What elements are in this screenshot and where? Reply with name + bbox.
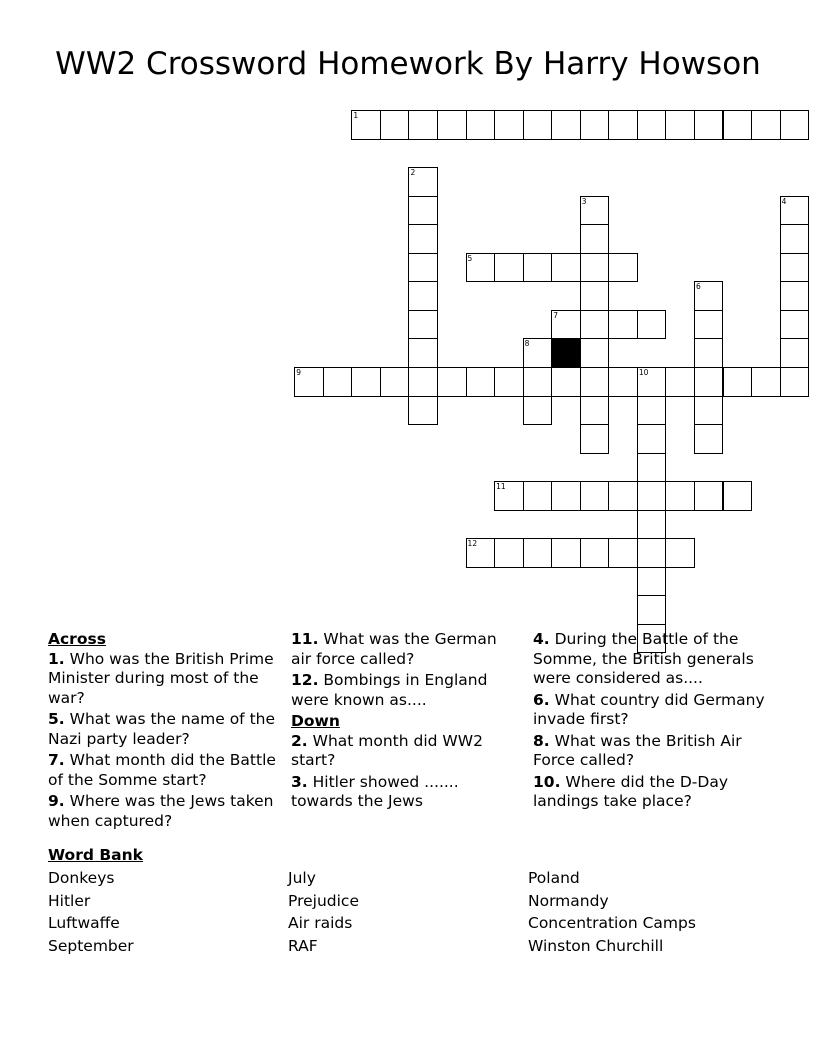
grid-cell[interactable]: [551, 253, 581, 283]
grid-cell[interactable]: [437, 367, 467, 397]
clues-column-2: [291, 630, 521, 814]
word-bank-item: Prejudice: [288, 891, 359, 910]
word-bank-item: Hitler: [48, 891, 91, 910]
clue-across-7: 7. What month did the Battle of the Somme start?: [48, 751, 276, 789]
grid-cell[interactable]: [637, 481, 667, 511]
grid-cell[interactable]: [665, 481, 695, 511]
grid-cell[interactable]: [523, 538, 553, 568]
grid-cell[interactable]: [637, 453, 667, 483]
word-bank-item: September: [48, 936, 134, 955]
grid-cell[interactable]: [408, 224, 438, 254]
grid-cell[interactable]: [580, 481, 610, 511]
grid-cell[interactable]: [408, 110, 438, 140]
grid-cell[interactable]: [637, 510, 667, 540]
word-bank-item: Concentration Camps: [528, 914, 696, 932]
word-bank-item: Air raids: [288, 914, 353, 932]
grid-cell[interactable]: [580, 367, 610, 397]
grid-cell[interactable]: [523, 481, 553, 511]
clue-number: 2: [410, 168, 416, 178]
clue-across-11: 11. What was the German air force called?: [291, 630, 497, 668]
clue-down-8: 8. What was the British Air Force called?: [533, 731, 742, 769]
clue-across-5: 5. What was the name of the Nazi party leader?: [48, 710, 276, 748]
grid-cell[interactable]: [580, 424, 610, 454]
grid-cell[interactable]: [580, 538, 610, 568]
grid-cell[interactable]: [608, 110, 638, 140]
grid-cell[interactable]: [780, 367, 810, 397]
grid-cell[interactable]: [408, 253, 438, 283]
grid-cell[interactable]: [637, 567, 667, 597]
clue-number: 9: [296, 368, 302, 377]
grid-cell[interactable]: [780, 338, 810, 368]
grid-cell[interactable]: [665, 367, 695, 397]
word-bank-column-2: [288, 867, 359, 957]
grid-cell[interactable]: [408, 310, 438, 340]
word-bank-item: Luftwaffe: [48, 914, 120, 932]
grid-cell[interactable]: [637, 538, 667, 568]
grid-cell[interactable]: [751, 367, 781, 397]
clues-column-3: [533, 630, 773, 814]
grid-cell[interactable]: [523, 367, 553, 397]
clue-number: 6: [695, 282, 701, 292]
grid-cell[interactable]: [580, 110, 610, 140]
grid-cell[interactable]: [494, 253, 524, 283]
grid-cell[interactable]: [523, 396, 553, 426]
grid-cell[interactable]: [608, 538, 638, 568]
grid-cell[interactable]: [637, 110, 667, 140]
grid-cell[interactable]: [608, 253, 638, 283]
grid-cell[interactable]: [580, 281, 610, 311]
grid-cell[interactable]: [408, 196, 438, 226]
clue-across-9: 9. Where was the Jews taken when captured?: [48, 792, 274, 830]
grid-cell[interactable]: [437, 110, 467, 140]
grid-cell[interactable]: [723, 367, 753, 397]
clue-down-2: 2. What month did WW2 start?: [291, 731, 483, 769]
page-title: WW2 Crossword Homework By Harry Howson: [55, 46, 761, 82]
clue-number: 1: [353, 111, 359, 121]
grid-cell[interactable]: [523, 110, 553, 140]
grid-cell[interactable]: [694, 396, 724, 426]
clue-down-3: 3. Hitler showed ....... towards the Jews: [291, 772, 459, 810]
grid-cell[interactable]: [780, 253, 810, 283]
grid-cell[interactable]: [408, 367, 438, 397]
clue-across-1: 1. Who was the British Prime Minister during most of the war?: [48, 649, 274, 707]
grid-cell[interactable]: [723, 481, 753, 511]
grid-cell[interactable]: [780, 110, 810, 140]
clue-number: 5: [467, 253, 473, 263]
grid-cell[interactable]: [608, 367, 638, 397]
grid-cell[interactable]: [551, 481, 581, 511]
grid-cell[interactable]: [608, 481, 638, 511]
clue-number: 11: [496, 482, 506, 492]
word-bank-item: July: [288, 869, 316, 887]
grid-cell[interactable]: [466, 110, 496, 140]
clue-across-12: 12. Bombings in England were known as....: [291, 671, 488, 709]
grid-cell[interactable]: [323, 367, 353, 397]
clues-column-1: [48, 630, 283, 833]
grid-cell[interactable]: [580, 224, 610, 254]
grid-cell[interactable]: [780, 281, 810, 311]
clue-number: 3: [581, 196, 587, 206]
clue-number: 10: [638, 368, 649, 377]
grid-cell[interactable]: [665, 110, 695, 140]
grid-cell[interactable]: [580, 253, 610, 283]
grid-cell[interactable]: [494, 367, 524, 397]
grid-cell[interactable]: [580, 396, 610, 426]
grid-cell[interactable]: [694, 367, 724, 397]
clue-number: 4: [781, 196, 787, 206]
grid-cell[interactable]: [408, 338, 438, 368]
grid-cell[interactable]: [694, 481, 724, 511]
grid-cell[interactable]: [637, 595, 667, 625]
clue-number: 7: [553, 310, 558, 320]
grid-cell[interactable]: [694, 424, 724, 454]
word-bank-item: Donkeys: [48, 869, 115, 887]
across-heading: Across: [48, 630, 106, 648]
clue-number: 12: [467, 539, 478, 549]
clue-down-10: 10. Where did the D-Day landings take place?: [533, 772, 728, 810]
grid-cell[interactable]: [380, 367, 410, 397]
word-bank-item: Poland: [528, 869, 580, 887]
grid-cell[interactable]: [637, 396, 667, 426]
grid-cell[interactable]: [494, 538, 524, 568]
grid-cell[interactable]: [551, 367, 581, 397]
grid-cell[interactable]: [637, 310, 667, 340]
grid-cell[interactable]: [408, 396, 438, 426]
word-bank-item: RAF: [288, 936, 318, 955]
grid-cell[interactable]: [723, 110, 753, 140]
grid-cell[interactable]: [523, 253, 553, 283]
word-bank-heading: Word Bank: [48, 846, 143, 864]
word-bank-column-3: [528, 867, 696, 957]
grid-cell[interactable]: [551, 538, 581, 568]
clue-down-4: 4. During the Battle of the Somme, the British generals were considered as....: [533, 630, 754, 687]
clue-down-6: 6. What country did Germany invade first?: [533, 690, 765, 728]
word-bank-item: Winston Churchill: [528, 936, 664, 955]
grid-cell[interactable]: [408, 281, 438, 311]
grid-cell[interactable]: [694, 338, 724, 368]
grid-cell[interactable]: [494, 110, 524, 140]
grid-cell[interactable]: [780, 310, 810, 340]
grid-cell[interactable]: [580, 310, 610, 340]
grid-cell[interactable]: [665, 538, 695, 568]
grid-cell[interactable]: [351, 367, 381, 397]
word-bank-column-1: [48, 867, 134, 957]
grid-cell[interactable]: [380, 110, 410, 140]
grid-cell[interactable]: [751, 110, 781, 140]
grid-cell[interactable]: [466, 367, 496, 397]
grid-cell[interactable]: [637, 424, 667, 454]
grid-cell[interactable]: [580, 338, 610, 368]
grid-cell[interactable]: [608, 310, 638, 340]
word-bank-item: Normandy: [528, 891, 609, 910]
grid-cell[interactable]: [694, 110, 724, 140]
down-heading: Down: [291, 712, 340, 730]
grid-cell[interactable]: [780, 224, 810, 254]
grid-cell[interactable]: [694, 310, 724, 340]
black-cell: [551, 338, 581, 368]
clue-number: 8: [524, 339, 530, 349]
grid-cell[interactable]: [551, 110, 581, 140]
